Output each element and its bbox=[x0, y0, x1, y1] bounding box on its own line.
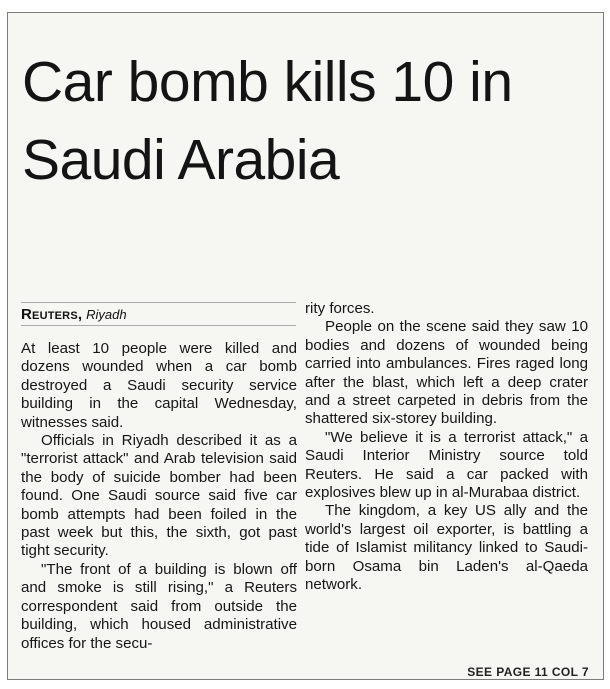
paragraph: The kingdom, a key US ally and the world's largest oil exporter, is battling a tide of Islamist militancy linked to Saudi-born Osama bin Laden's al-Qaeda network. bbox=[305, 502, 588, 594]
newspaper-clipping bbox=[7, 12, 604, 680]
continued-on-page-line: SEE PAGE 11 COL 7 bbox=[467, 665, 589, 679]
article-column-2 bbox=[305, 300, 588, 595]
paragraph: "The front of a building is blown off and smoke is still rising," a Reuters correspondent said from outside the building, which housed administrative offices for the secu- bbox=[21, 560, 297, 652]
paragraph: "We believe it is a terrorist attack," a Saudi Interior Ministry source told Reuters. He said a car packed with explosives blew up in al-Murabaa district. bbox=[305, 428, 588, 502]
byline-agency: Reuters, bbox=[21, 306, 83, 323]
paragraph: At least 10 people were killed and dozens wounded when a car bomb destroyed a Saudi security service building in the capital Wednesday, witnesses said. bbox=[21, 340, 297, 431]
paragraph: Officials in Riyadh described it as a "terrorist attack" and Arab television said the body of suicide bomber had been found. One Saudi source said five car bomb attempts had been foiled in the past week but this, the sixth, got past tight security. bbox=[21, 432, 297, 560]
byline-place: Riyadh bbox=[86, 307, 127, 322]
paragraph: People on the scene said they saw 10 bodies and dozens of wounded being carried into ambulances. Fires raged long after the blast, which left a deep crater and a street carpeted in debris from the shattered six-storey building. bbox=[305, 318, 588, 428]
headline: Car bomb kills 10 in Saudi Arabia bbox=[22, 50, 513, 192]
article-column-1 bbox=[21, 340, 297, 653]
paragraph-continuation: rity forces. bbox=[305, 300, 375, 317]
byline bbox=[21, 302, 296, 326]
